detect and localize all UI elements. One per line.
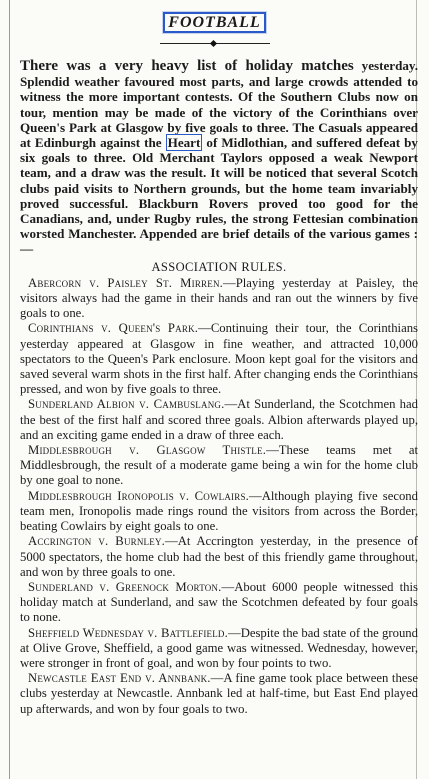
match-body: —A fine game took place between these clubs yesterday at Newcastle. Annbank led at half-time, but East End played up afterwards, and won by four goals to two. xyxy=(20,671,418,716)
intro-paragraph xyxy=(20,58,418,257)
article-body xyxy=(20,58,418,717)
section-heading-football: FOOTBALL xyxy=(163,12,265,33)
column-left-rule xyxy=(9,0,10,779)
match-report xyxy=(20,489,418,535)
match-title: Newcastle East End v. Annbank. xyxy=(28,671,211,686)
match-body: —These teams met at Middlesbrough, the result of a moderate game being a win for the home club by one goal to none. xyxy=(20,443,418,488)
match-report xyxy=(20,671,418,717)
match-body: —Despite the bad state of the ground at Olive Grove, Sheffield, a good game was witnessed. Wednesday, however, were stronger in front of goal, and won by four points to two. xyxy=(20,625,418,670)
match-report xyxy=(20,580,418,626)
match-report xyxy=(20,534,418,580)
intro-text-before-highlight: yesterday. Splendid weather favoured most parts, and large crowds attended to witness the more important contests. Of the Southern Clubs now on tour, mention may be made of the victory of the Corinthians over Queen's Park at Glasgow by five goals to three. The Casuals appeared at Edinburgh against the xyxy=(20,58,419,151)
match-title: Sheffield Wednesday v. Battlefield. xyxy=(28,625,228,640)
match-report xyxy=(20,443,418,489)
page-header xyxy=(0,14,429,32)
match-title: Sunderland Albion v. Cambuslang. xyxy=(28,397,225,412)
match-body: —Although playing five second team men, Ironopolis made rings round the visitors from across the Border, beating Cowlairs by eight goals to one. xyxy=(20,488,418,534)
match-report xyxy=(20,321,418,397)
header-ornament xyxy=(160,41,270,47)
match-title: Corinthians v. Queen's Park. xyxy=(28,321,199,336)
match-body: —At Accrington yesterday, in the presence of 5000 spectators, the home club had the best of this friendly game throughout, and won by three goals to one. xyxy=(20,534,418,579)
match-title: Middlesbrough Ironopolis v. Cowlairs. xyxy=(28,488,250,503)
ornament-diamond-icon xyxy=(210,40,217,47)
intro-highlighted-word: Heart xyxy=(167,135,201,151)
match-title: Middlesbrough v. Glasgow Thistle. xyxy=(28,443,267,458)
match-body: —Continuing their tour, the Corinthians yesterday appeared at Glasgow in fine weather, and attracted 10,000 spectators to the Queen's Park enclosure. Moon kept goal for the visitors and saved several warm shots in the first half. After changing ends the Corinthians pressed, and won by five goals to three. xyxy=(20,321,418,397)
match-body: —At Sunderland, the Scotchmen had the best of the first half and scored three goals. Albion afterwards played up, and an exciting game ended in a draw of three each. xyxy=(20,397,418,442)
match-body: —Playing yesterday at Paisley, the visitors always had the game in their hands and ran out the winners by five goals to one. xyxy=(20,275,418,321)
intro-first-line: There was a very heavy list of holiday matches xyxy=(20,58,354,74)
match-report xyxy=(20,397,418,443)
intro-text-after-highlight: of Midlothian, and suffered defeat by six goals to three. Old Merchant Taylors opposed a weak Newport team, and a draw was the result. It will be noticed that several Scotch clubs paid visits to Northern grounds, but the home team invariably proved successful. Blackburn Rovers proved too good for the Canadians, and, under Rugby rules, the strong Fettesian combination worsted Manchester. Appended are brief details of the various games :— xyxy=(20,135,418,257)
match-title: Sunderland v. Greenock Morton. xyxy=(28,579,222,594)
section-title-association-rules: ASSOCIATION RULES. xyxy=(151,259,287,274)
match-title: Abercorn v. Paisley St. Mirren. xyxy=(28,275,224,290)
match-title: Accrington v. Burnley. xyxy=(28,534,166,549)
match-body: —About 6000 people witnessed this holiday match at Sunderland, and saw the Scotchmen defeated by four goals to none. xyxy=(20,579,418,625)
match-report xyxy=(20,276,418,322)
match-report xyxy=(20,626,418,672)
